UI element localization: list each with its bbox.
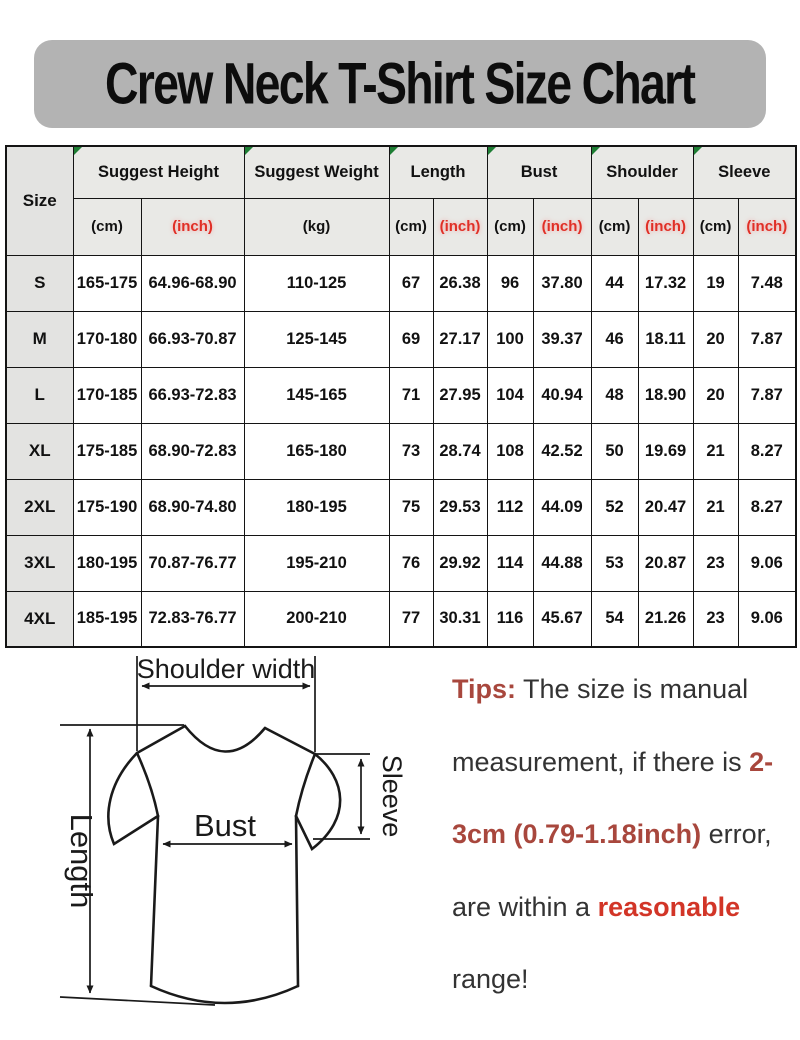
value-cell: 19.69 xyxy=(638,423,693,479)
value-cell: 104 xyxy=(487,367,533,423)
table-row xyxy=(6,535,796,591)
table-row xyxy=(6,311,796,367)
unit-height-inch: (inch) xyxy=(141,198,244,255)
value-cell: 23 xyxy=(693,591,738,647)
value-cell: 53 xyxy=(591,535,638,591)
value-cell: 26.38 xyxy=(433,255,487,311)
header-group-row xyxy=(6,146,796,198)
tips-line xyxy=(452,943,794,1016)
unit-bust-cm: (cm) xyxy=(487,198,533,255)
value-cell: 18.11 xyxy=(638,311,693,367)
unit-height-cm: (cm) xyxy=(73,198,141,255)
col-header-length: Length xyxy=(389,146,487,198)
value-cell: 40.94 xyxy=(533,367,591,423)
value-cell: 44.88 xyxy=(533,535,591,591)
value-cell: 100 xyxy=(487,311,533,367)
value-cell: 7.87 xyxy=(738,311,796,367)
unit-length-inch: (inch) xyxy=(433,198,487,255)
value-cell: 54 xyxy=(591,591,638,647)
cell-corner-marker xyxy=(592,147,600,155)
value-cell: 21 xyxy=(693,423,738,479)
shoulder-width-label: Shoulder width xyxy=(136,654,316,684)
tips-segment: range! xyxy=(452,964,529,994)
tips-line xyxy=(452,871,794,944)
length-guide-bottom xyxy=(60,997,215,1005)
value-cell: 23 xyxy=(693,535,738,591)
value-cell: 77 xyxy=(389,591,433,647)
value-cell: 9.06 xyxy=(738,591,796,647)
unit-shoulder-inch: (inch) xyxy=(638,198,693,255)
length-label: Length xyxy=(64,813,99,909)
armhole-right xyxy=(296,754,315,816)
unit-bust-inch: (inch) xyxy=(533,198,591,255)
value-cell: 9.06 xyxy=(738,535,796,591)
value-cell: 21 xyxy=(693,479,738,535)
cell-corner-marker xyxy=(74,147,82,155)
table-row xyxy=(6,367,796,423)
table-row xyxy=(6,591,796,647)
value-cell: 8.27 xyxy=(738,423,796,479)
value-cell: 17.32 xyxy=(638,255,693,311)
value-cell: 76 xyxy=(389,535,433,591)
size-cell: L xyxy=(6,367,73,423)
tips-segment: The size is manual xyxy=(516,674,749,704)
value-cell: 170-185 xyxy=(73,367,141,423)
value-cell: 175-185 xyxy=(73,423,141,479)
value-cell: 50 xyxy=(591,423,638,479)
col-header-bust: Bust xyxy=(487,146,591,198)
value-cell: 67 xyxy=(389,255,433,311)
value-cell: 75 xyxy=(389,479,433,535)
size-cell: XL xyxy=(6,423,73,479)
col-header-shoulder: Shoulder xyxy=(591,146,693,198)
value-cell: 7.87 xyxy=(738,367,796,423)
tips-segment: are within a xyxy=(452,891,598,922)
value-cell: 20 xyxy=(693,311,738,367)
value-cell: 180-195 xyxy=(73,535,141,591)
value-cell: 19 xyxy=(693,255,738,311)
value-cell: 108 xyxy=(487,423,533,479)
col-header-suggest-weight: Suggest Weight xyxy=(244,146,389,198)
value-cell: 180-195 xyxy=(244,479,389,535)
value-cell: 20.87 xyxy=(638,535,693,591)
tips-line xyxy=(452,798,794,871)
hem-curve xyxy=(151,986,298,1003)
header-unit-row xyxy=(6,198,796,255)
value-cell: 44 xyxy=(591,255,638,311)
value-cell: 20 xyxy=(693,367,738,423)
sleeve-left xyxy=(108,753,158,844)
shoulder-seam-right xyxy=(265,728,315,754)
armhole-left xyxy=(137,753,158,816)
value-cell: 39.37 xyxy=(533,311,591,367)
value-cell: 70.87-76.77 xyxy=(141,535,244,591)
table-row xyxy=(6,255,796,311)
value-cell: 195-210 xyxy=(244,535,389,591)
unit-length-cm: (cm) xyxy=(389,198,433,255)
value-cell: 46 xyxy=(591,311,638,367)
cell-corner-marker xyxy=(245,147,253,155)
value-cell: 165-180 xyxy=(244,423,389,479)
unit-sleeve-inch: (inch) xyxy=(738,198,796,255)
value-cell: 165-175 xyxy=(73,255,141,311)
tshirt-outline xyxy=(108,726,340,1003)
value-cell: 66.93-70.87 xyxy=(141,311,244,367)
value-cell: 30.31 xyxy=(433,591,487,647)
value-cell: 125-145 xyxy=(244,311,389,367)
value-cell: 112 xyxy=(487,479,533,535)
size-cell: 3XL xyxy=(6,535,73,591)
table-row xyxy=(6,479,796,535)
value-cell: 116 xyxy=(487,591,533,647)
cell-corner-marker xyxy=(488,147,496,155)
col-header-suggest-height: Suggest Height xyxy=(73,146,244,198)
page-title: Crew Neck T-Shirt Size Chart xyxy=(105,51,695,117)
unit-weight-kg: (kg) xyxy=(244,198,389,255)
value-cell: 185-195 xyxy=(73,591,141,647)
tips-highlight: Tips: xyxy=(452,674,517,704)
value-cell: 44.09 xyxy=(533,479,591,535)
tips-segment: measurement, if there is xyxy=(452,746,750,777)
cell-corner-marker xyxy=(390,147,398,155)
sleeve-label: Sleeve xyxy=(377,754,407,838)
title-banner xyxy=(34,40,766,128)
bust-label: Bust xyxy=(193,808,257,843)
value-cell: 170-180 xyxy=(73,311,141,367)
value-cell: 73 xyxy=(389,423,433,479)
sleeve-right xyxy=(296,754,340,849)
value-cell: 20.47 xyxy=(638,479,693,535)
size-cell: S xyxy=(6,255,73,311)
value-cell: 96 xyxy=(487,255,533,311)
tips-highlight: 2- xyxy=(749,746,774,777)
value-cell: 8.27 xyxy=(738,479,796,535)
value-cell: 48 xyxy=(591,367,638,423)
value-cell: 69 xyxy=(389,311,433,367)
value-cell: 110-125 xyxy=(244,255,389,311)
unit-shoulder-cm: (cm) xyxy=(591,198,638,255)
value-cell: 64.96-68.90 xyxy=(141,255,244,311)
value-cell: 21.26 xyxy=(638,591,693,647)
value-cell: 27.95 xyxy=(433,367,487,423)
value-cell: 7.48 xyxy=(738,255,796,311)
value-cell: 37.80 xyxy=(533,255,591,311)
value-cell: 29.53 xyxy=(433,479,487,535)
size-table-body xyxy=(6,255,796,647)
tips-highlight: 3cm (0.79-1.18inch) xyxy=(452,819,702,849)
value-cell: 200-210 xyxy=(244,591,389,647)
tips-highlight: reasonable xyxy=(597,891,741,922)
value-cell: 114 xyxy=(487,535,533,591)
value-cell: 29.92 xyxy=(433,535,487,591)
col-header-size: Size xyxy=(6,146,73,255)
value-cell: 145-165 xyxy=(244,367,389,423)
unit-sleeve-cm: (cm) xyxy=(693,198,738,255)
value-cell: 68.90-72.83 xyxy=(141,423,244,479)
value-cell: 42.52 xyxy=(533,423,591,479)
value-cell: 45.67 xyxy=(533,591,591,647)
tips-line xyxy=(452,726,794,799)
tips-line xyxy=(452,653,794,726)
value-cell: 18.90 xyxy=(638,367,693,423)
shoulder-seam-left xyxy=(137,726,185,753)
size-chart-table xyxy=(5,145,797,648)
value-cell: 71 xyxy=(389,367,433,423)
body-side-right xyxy=(296,816,298,986)
value-cell: 175-190 xyxy=(73,479,141,535)
size-cell: 4XL xyxy=(6,591,73,647)
value-cell: 72.83-76.77 xyxy=(141,591,244,647)
value-cell: 52 xyxy=(591,479,638,535)
value-cell: 27.17 xyxy=(433,311,487,367)
tips-text xyxy=(452,653,794,1016)
tips-segment: error, xyxy=(701,819,772,849)
tshirt-measurement-diagram xyxy=(10,648,450,1040)
neck-curve xyxy=(185,726,265,752)
size-cell: M xyxy=(6,311,73,367)
col-header-sleeve: Sleeve xyxy=(693,146,796,198)
value-cell: 28.74 xyxy=(433,423,487,479)
cell-corner-marker xyxy=(694,147,702,155)
value-cell: 68.90-74.80 xyxy=(141,479,244,535)
body-side-left xyxy=(151,816,158,986)
table-row xyxy=(6,423,796,479)
size-cell: 2XL xyxy=(6,479,73,535)
value-cell: 66.93-72.83 xyxy=(141,367,244,423)
